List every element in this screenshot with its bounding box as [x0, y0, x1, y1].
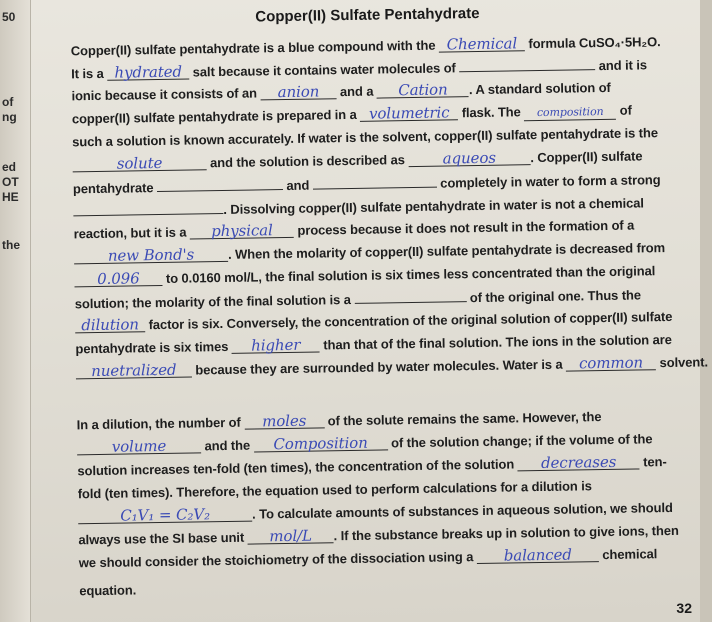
text-line: equation.	[79, 582, 137, 599]
answer-solute: solute	[72, 155, 206, 172]
margin-word: HE	[2, 190, 19, 204]
blank	[73, 201, 223, 216]
answer-decreases: decreases	[518, 454, 640, 471]
answer-neutralized: nuetralized	[76, 363, 192, 380]
text-line: It is a hydrated salt because it contains water molecules of and it is	[71, 57, 648, 82]
text-line: solution increases ten-fold (ten times), the concentration of the solution decreases ten-	[77, 452, 667, 479]
text-line: C₁V₁ = C₂V₂ . To calculate amounts of substances in aqueous solution, we should	[78, 500, 673, 524]
page-number: 32	[676, 600, 692, 616]
answer-higher: higher	[232, 337, 320, 353]
text-line: ionic because it consists of an anion and a Cation . A standard solution of	[71, 79, 611, 104]
text-line: reaction, but it is a physical process because it does not result in the formation of a	[73, 217, 635, 242]
answer-si-unit: mol/L	[248, 528, 334, 544]
answer-chemical: Chemical	[439, 36, 525, 52]
text-line: fold (ten times). Therefore, the equation used to perform calculations for a dilution is	[77, 478, 592, 502]
text-line: copper(II) sulfate pentahydrate is prepared in a volumetric flask. The composition of	[71, 102, 632, 127]
margin-word: ng	[2, 110, 17, 124]
text-line: we should consider the stoichiometry of the dissociation using a balanced chemical	[78, 545, 658, 571]
text-line: new Bond's . When the molarity of copper(II) sulfate pentahydrate is decreased from	[74, 240, 665, 264]
answer-initial-molarity: 0.096	[74, 271, 162, 287]
answer-moles: moles	[244, 413, 324, 429]
answer-aqueous: aqueos	[408, 150, 530, 167]
text-line: solution; the molarity of the final solution is a of the original one. Thus the	[74, 287, 642, 312]
answer-new-bonds: new Bond's	[74, 247, 228, 264]
margin-word: 50	[2, 10, 16, 24]
text-line: pentahydrate and completely in water to form a strong	[72, 172, 661, 197]
worksheet-page	[30, 0, 710, 622]
text-line: always use the SI base unit mol/L . If the substance breaks up in solution to give ions, then	[78, 522, 679, 548]
answer-volumetric: volumetric	[360, 105, 458, 122]
answer-common: common	[566, 355, 656, 371]
text-line: . Dissolving copper(II) sulfate pentahydrate in water is not a chemical	[73, 194, 644, 219]
text-line: nuetralized because they are surrounded by water molecules. Water is a common solvent.	[76, 354, 708, 379]
margin-word: ed	[2, 160, 17, 174]
page-title: Copper(II) Sulfate Pentahydrate	[255, 4, 480, 26]
text-line: solute and the solution is described as aqueos . Copper(II) sulfate	[72, 148, 642, 172]
answer-composition: composition	[524, 105, 616, 121]
adjacent-page-strip	[0, 0, 31, 622]
answer-physical: physical	[190, 223, 294, 240]
text-line: Copper(II) sulfate pentahydrate is a blue compound with the Chemical formula CuSO₄·5H₂O.	[70, 34, 661, 59]
answer-balanced: balanced	[477, 547, 599, 564]
text-line: pentahydrate is six times higher than that of the final solution. The ions in the solution are	[75, 331, 672, 357]
blank	[313, 175, 437, 190]
text-line: volume and the Composition of the solution change; if the volume of the	[77, 431, 653, 455]
text-line: In a dilution, the number of moles of the solute remains the same. However, the	[76, 409, 602, 433]
answer-cation: Cation	[377, 82, 469, 98]
blank	[354, 289, 466, 304]
margin-word: OT	[2, 175, 19, 189]
text-line: such a solution is known accurately. If water is the solvent, copper(II) sulfate pentahydrate is the	[72, 125, 659, 150]
answer-hydrated: hydrated	[107, 65, 189, 81]
answer-dilution: dilution	[75, 317, 145, 333]
answer-composition-2: Composition	[253, 435, 387, 452]
margin-word: the	[2, 238, 20, 252]
blank	[157, 177, 283, 192]
answer-anion: anion	[260, 84, 336, 100]
answer-volume: volume	[77, 438, 201, 455]
blank	[459, 57, 595, 72]
text-line: 0.096 to 0.0160 mol/L, the final solution is six times less concentrated than the original	[74, 263, 655, 287]
answer-dilution-equation: C₁V₁ = C₂V₂	[78, 507, 252, 525]
margin-word: of	[2, 95, 14, 109]
text-line: dilution factor is six. Conversely, the concentration of the original solution of copper(II) sulfate	[75, 309, 672, 333]
